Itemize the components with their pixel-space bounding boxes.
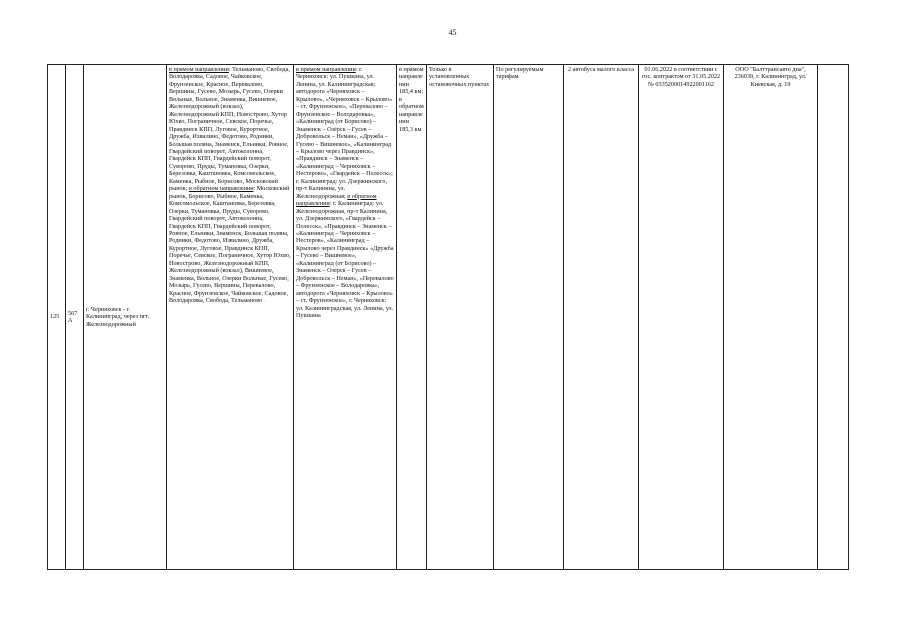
page-number: 45	[448, 28, 457, 37]
stops-forward-label: в прямом направлении	[169, 66, 229, 73]
carrier-info: ООО "Балттрансавто дна", 236039, г. Калининград, ул. Киевская, д. 19	[724, 65, 818, 570]
stops-cell	[167, 65, 294, 570]
stops-backward-label: в обратном направлении	[188, 185, 254, 193]
streets-cell	[294, 65, 397, 570]
stop-order: Только в установленных остановочных пунктах	[427, 65, 494, 570]
vehicle-count: 2 автобуса малого класса	[564, 65, 639, 570]
start-date: 01.06.2022 в соответствии с гос. контрактом от 31.05.2022 № 0335200014922001162	[639, 65, 724, 570]
streets-backward-list: : г. Калининград: ул. Железнодорожная, пр-т Калинина, ул. Дзержинского, «Гвардейск – Полесск», «Правдинск – Знаменск – «Калининград – Черняховск – Нестеров», «Калининград – Крылово через Правдинск» «Дружба – Гусево – Вишневое», «Калининград (от Борисово) – Знаменск – Озёрск – Гусев – Добровольск – Неман», «Перевалово – Фрунзенское – Володаровка», автодорога «Черняховск – Крылово» – ст. Фрунзенское», г. Черняховск: ул. Калининградская, ул. Ленина, ул. Пушкина	[296, 200, 394, 319]
route-name: г. Черняховск - г. Калининград, через пгт. Железнодорожный	[84, 65, 167, 570]
tariff-type: По регулируемым тарифам	[494, 65, 564, 570]
streets-forward-list: : г. Черняховск: ул. Пушкина, ул. Ленина, ул. Калининградская; автодорога «Черняховск – Крылово», «Черняховск – Крылово» – ст. Фрунзенское», «Перевалово – Фрунзенское – Володаровка», «Калининград (от Борисово) – Знаменск – Озёрск – Гусев – Добровольск – Неман», «Дружба – Гусево – Вишневое», «Калининград – Крылово через Правдинск», «Правдинск – Знаменск – «Калининград – Черняховск – Нестерово», «Гвардейск – Полесск»; г. Калининград: ул. Дзержинского, пр-т Калинина, ул. Железнодорожная;	[296, 66, 393, 200]
route-registry-table	[47, 64, 849, 570]
table-row	[48, 65, 849, 570]
streets-backward-label: в обратном направлении	[296, 192, 377, 208]
row-number: 125	[48, 65, 66, 570]
streets-forward-label: в прямом направлении	[296, 66, 356, 73]
route-length: в прямом направлении 185,4 км; в обратном направлении 185,3 км	[397, 65, 427, 570]
stops-forward-list: : Тельманово, Свобода, Володаровка, Садовое, Чайковское, Фрунзенское, Красное, Перевалово, Вершины, Гусево, Мозырь, Гусево, Озерки Вольные, Вольное, Знаменка, Вишневое, Железнодорожный (вокзал), Железнодорожный КПП, Новострово, Хутор Юхво, Пограничное, Севское, Поречье, Правдинск КПП, Луговое, Курортное, Дружба, Извилино, Федотово, Родники, Большая поляна, Знаменск, Ельники, Ровное, Гвардейский поворот, Автоколонна, Гвардейск КПП, Гвардейский поворот, Суворово, Пруды, Тумановка, Озерки, Березовка, Каштановка, Комсомольское, Каменка, Рыбное, Борисово, Московский рынок;	[169, 66, 290, 193]
empty-cell	[818, 65, 849, 570]
stops-backward-list: : Московский рынок, Борисово, Рыбное, Каменка, Комсомольское, Каштановка, Березовка, Озерки, Тумановка, Пруды, Суворово, Гвардейский поворот, Автоколонна, Гвардейск КПП, Гвардейский поворот, Ровное, Ельники, Знаменск, Большая поляна, Родники, Федотово, Извилино, Дружба, Курортное, Луговое, Правдинск КПП, Поречье, Севское, Пограничное, Хутор Юхво, Новострово, Железнодорожный КПП, Железнодорожный (вокзал), Вишневое, Знаменка, Вольное, Озерки Вольные, Гусево, Мозырь, Гусево, Вершины, Перевалово, Красное, Фрунзенское, Чайковское, Садовое, Володаровка, Свобода, Тельманово	[169, 185, 291, 305]
route-number: 567 А	[66, 65, 84, 570]
